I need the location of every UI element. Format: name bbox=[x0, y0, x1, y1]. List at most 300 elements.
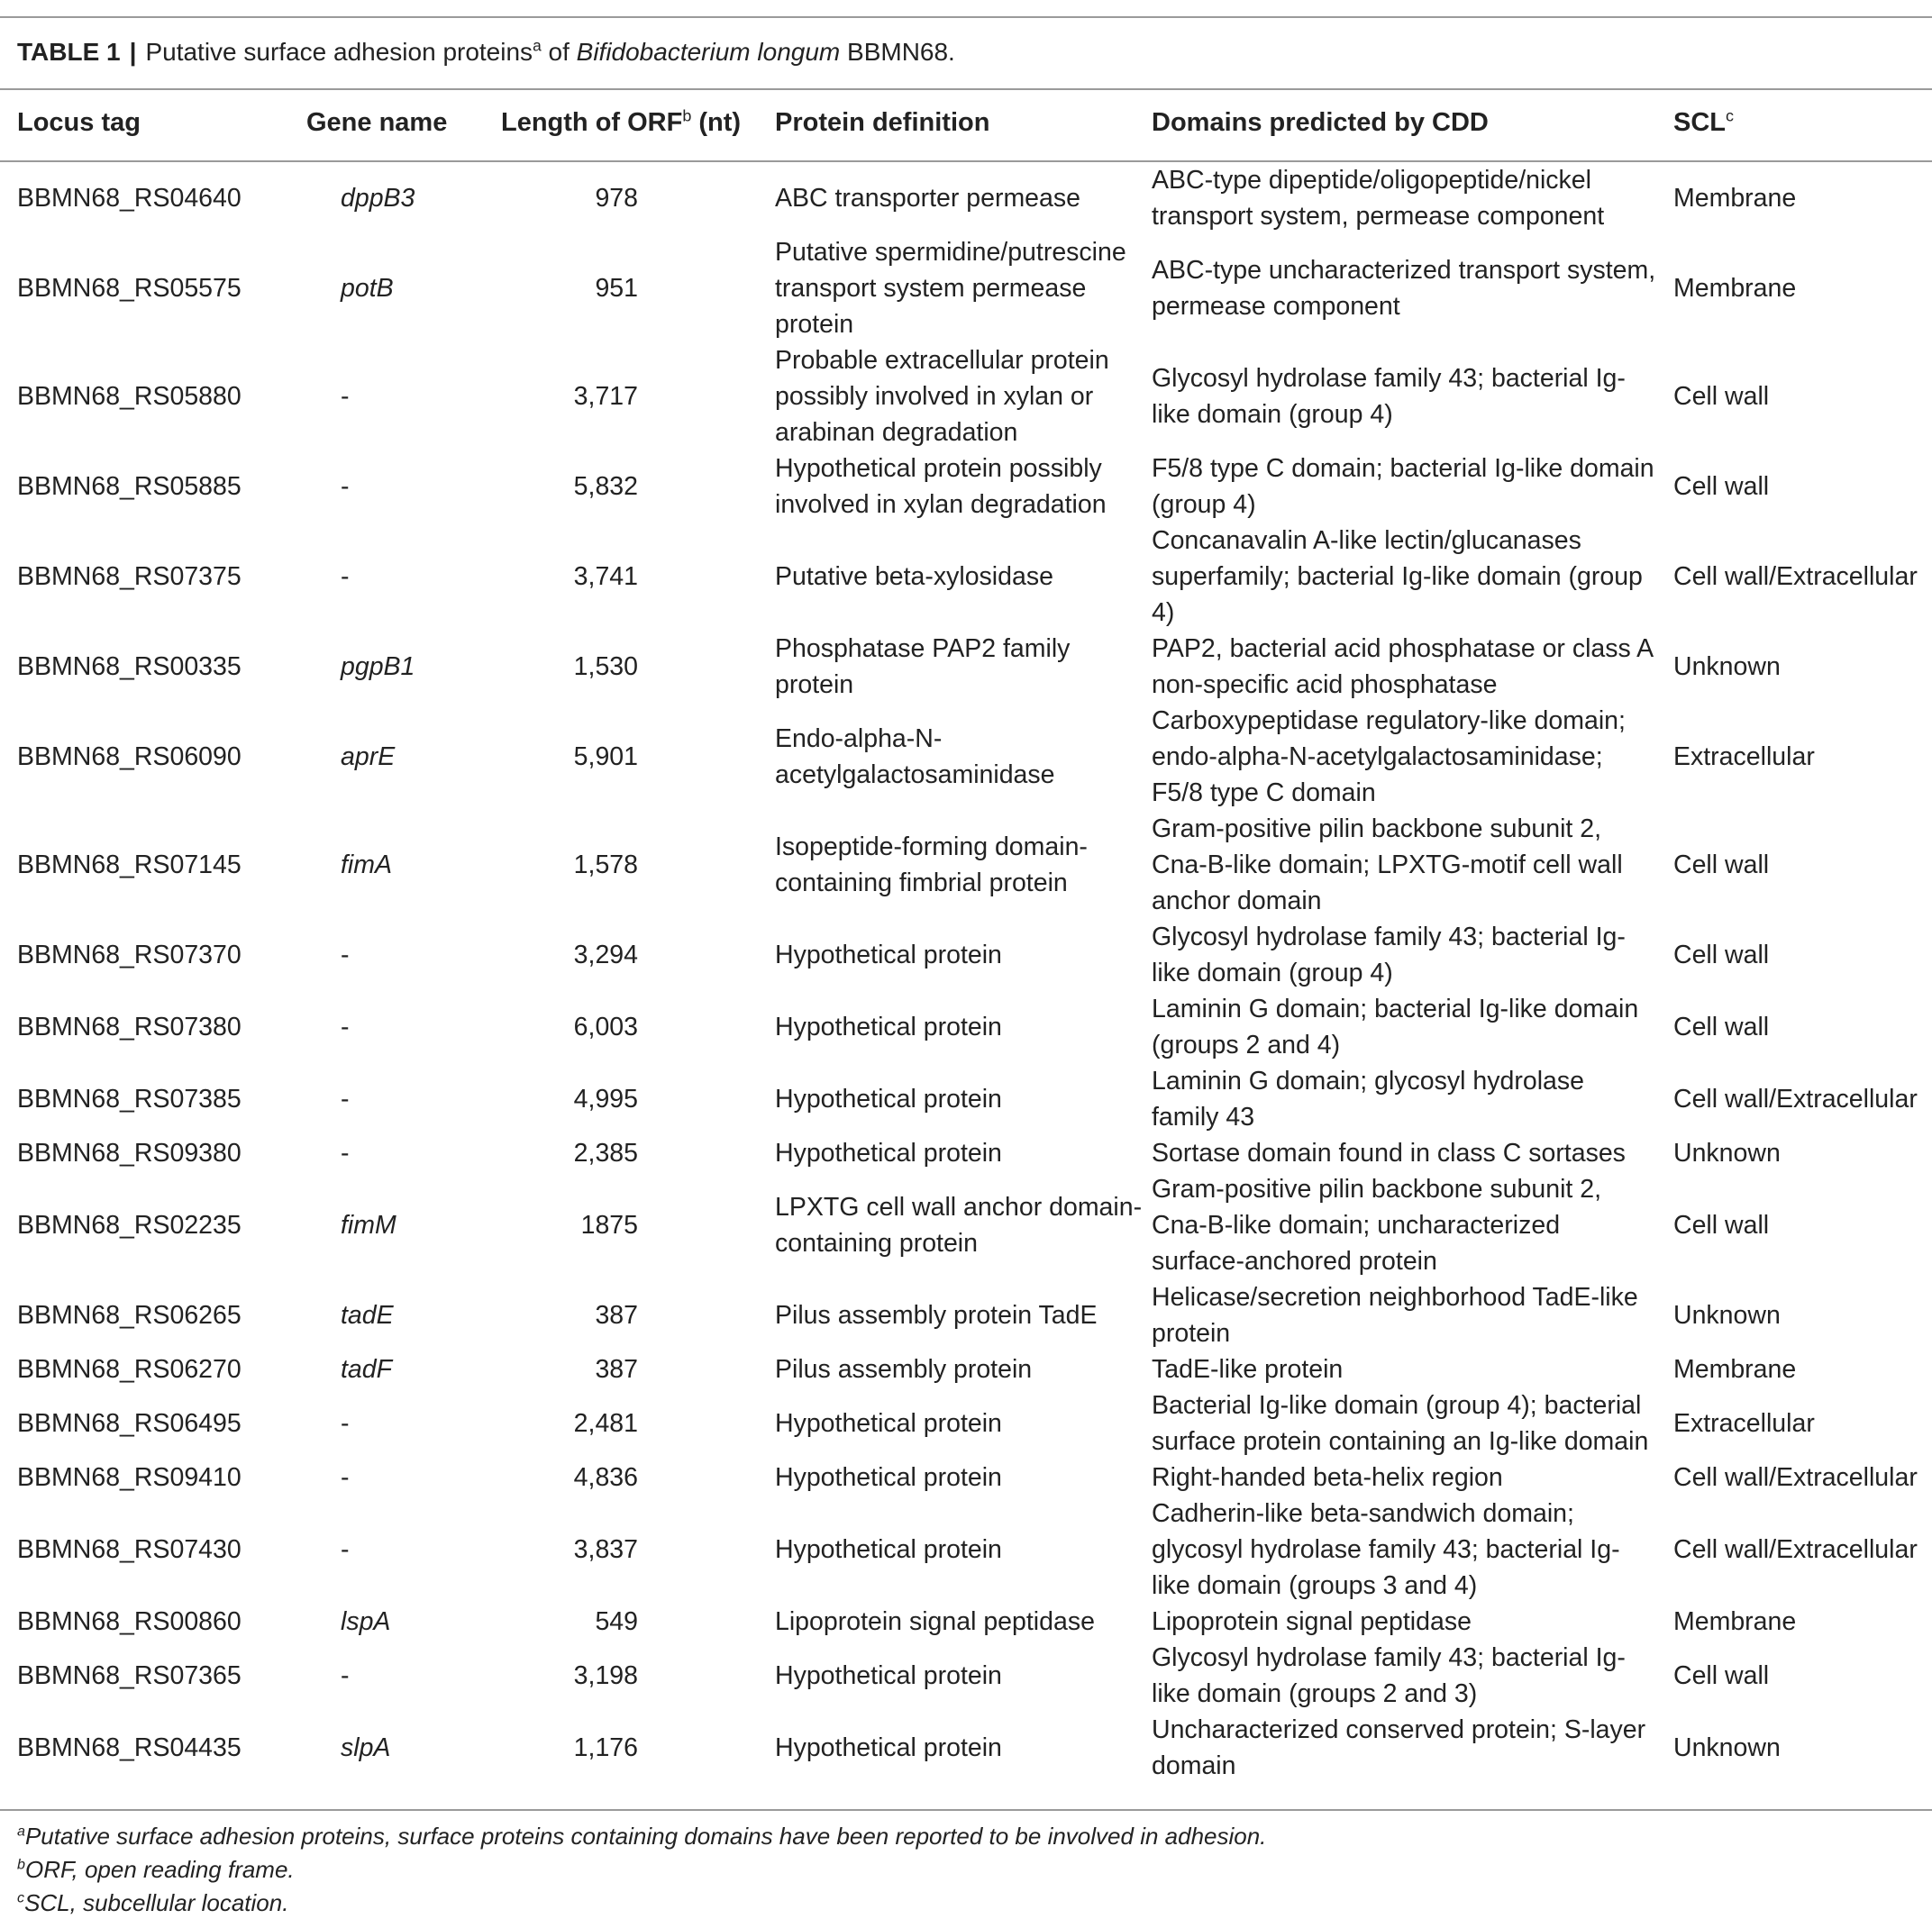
caption-organism: Bifidobacterium longum bbox=[576, 38, 841, 66]
cell-locus-tag-text: BBMN68_RS00335 bbox=[17, 652, 242, 681]
cell-locus-tag-text: BBMN68_RS07145 bbox=[17, 850, 242, 879]
cell-locus-tag-text: BBMN68_RS04435 bbox=[17, 1733, 242, 1762]
cell-orf-length bbox=[505, 342, 638, 450]
cell-scl-text: Cell wall bbox=[1673, 850, 1770, 879]
cell-protein-definition-text: Hypothetical protein possibly involved in xylan degradation bbox=[775, 454, 1107, 519]
cell-protein-definition bbox=[775, 991, 1153, 1063]
cell-orf-length-text: 2,385 bbox=[573, 1139, 638, 1168]
cell-locus-tag-text: BBMN68_RS06265 bbox=[17, 1301, 242, 1330]
footnote bbox=[17, 1887, 1266, 1920]
header-length-unit: (nt) bbox=[691, 108, 742, 137]
cell-locus-tag bbox=[17, 1279, 305, 1351]
cell-protein-definition-text: Putative beta-xylosidase bbox=[775, 562, 1053, 591]
cell-protein-definition bbox=[775, 703, 1153, 811]
cell-orf-length-text: 3,294 bbox=[573, 941, 638, 969]
table-row bbox=[0, 1604, 1932, 1640]
cell-protein-definition bbox=[775, 342, 1153, 450]
cell-scl-text: Membrane bbox=[1673, 274, 1797, 303]
cell-gene-name bbox=[306, 1496, 505, 1604]
header-top-rule bbox=[0, 88, 1932, 90]
cell-domains-text: Laminin G domain; bacterial Ig-like domain (groups 2 and 4) bbox=[1152, 995, 1639, 1059]
cell-protein-definition bbox=[775, 1135, 1153, 1171]
cell-locus-tag bbox=[17, 234, 305, 342]
cell-scl-text: Cell wall bbox=[1673, 1661, 1770, 1690]
cell-domains-text: TadE-like protein bbox=[1152, 1355, 1344, 1384]
cell-gene-name-text: pgpB1 bbox=[341, 652, 415, 681]
cell-domains bbox=[1152, 1171, 1656, 1279]
cell-orf-length bbox=[505, 523, 638, 631]
cell-domains-text: Gram-positive pilin backbone subunit 2, Cna-B-like domain; LPXTG-motif cell wall anchor domain bbox=[1152, 814, 1623, 915]
cell-protein-definition-text: Probable extracellular protein possibly involved in xylan or arabinan degradation bbox=[775, 346, 1109, 447]
cell-protein-definition bbox=[775, 1171, 1153, 1279]
cell-gene-name-text: fimM bbox=[341, 1211, 396, 1240]
cell-scl-text: Extracellular bbox=[1673, 1409, 1815, 1438]
cell-domains-text: Helicase/secretion neighborhood TadE-like protein bbox=[1152, 1283, 1638, 1348]
cell-gene-name-text: fimA bbox=[341, 850, 392, 879]
cell-scl bbox=[1673, 450, 1932, 523]
caption-text: Putative surface adhesion proteins bbox=[145, 38, 533, 66]
footnote-text: Putative surface adhesion proteins, surface proteins containing domains have been reported to be involved in adhesion. bbox=[24, 1823, 1267, 1850]
cell-orf-length-text: 3,837 bbox=[573, 1535, 638, 1564]
cell-orf-length-text: 2,481 bbox=[573, 1409, 638, 1438]
table-row bbox=[0, 631, 1932, 703]
cell-orf-length-text: 3,717 bbox=[573, 382, 638, 411]
cell-protein-definition-text: Hypothetical protein bbox=[775, 941, 1002, 969]
cell-gene-name bbox=[306, 1279, 505, 1351]
cell-orf-length-text: 387 bbox=[595, 1301, 638, 1330]
cell-gene-name bbox=[306, 1387, 505, 1460]
cell-domains bbox=[1152, 991, 1656, 1063]
cell-orf-length-text: 549 bbox=[595, 1607, 638, 1636]
cell-domains bbox=[1152, 1279, 1656, 1351]
cell-orf-length bbox=[505, 811, 638, 919]
cell-gene-name bbox=[306, 1171, 505, 1279]
cell-gene-name bbox=[306, 342, 505, 450]
cell-orf-length bbox=[505, 1387, 638, 1460]
cell-protein-definition-text: Hypothetical protein bbox=[775, 1085, 1002, 1114]
cell-protein-definition bbox=[775, 919, 1153, 991]
cell-domains-text: PAP2, bacterial acid phosphatase or class A non-specific acid phosphatase bbox=[1152, 634, 1653, 699]
cell-protein-definition-text: Phosphatase PAP2 family protein bbox=[775, 634, 1071, 699]
cell-gene-name-text: lspA bbox=[341, 1607, 391, 1636]
cell-protein-definition bbox=[775, 1604, 1153, 1640]
cell-locus-tag-text: BBMN68_RS07430 bbox=[17, 1535, 242, 1564]
cell-protein-definition-text: Pilus assembly protein TadE bbox=[775, 1301, 1098, 1330]
cell-gene-name-text: - bbox=[341, 1013, 350, 1041]
cell-domains bbox=[1152, 1460, 1656, 1496]
cell-domains bbox=[1152, 631, 1656, 703]
cell-protein-definition-text: Hypothetical protein bbox=[775, 1409, 1002, 1438]
cell-protein-definition bbox=[775, 1351, 1153, 1387]
cell-locus-tag bbox=[17, 450, 305, 523]
cell-gene-name-text: - bbox=[341, 1139, 350, 1168]
cell-locus-tag-text: BBMN68_RS07370 bbox=[17, 941, 242, 969]
footnote-mark: b bbox=[17, 1856, 25, 1873]
caption-text-end: BBMN68. bbox=[840, 38, 955, 66]
cell-domains-text: ABC-type dipeptide/oligopeptide/nickel transport system, permease component bbox=[1152, 166, 1605, 231]
table-row bbox=[0, 1279, 1932, 1351]
cell-domains-text: Right-handed beta-helix region bbox=[1152, 1463, 1503, 1492]
cell-domains-text: Sortase domain found in class C sortases bbox=[1152, 1139, 1626, 1168]
cell-locus-tag bbox=[17, 811, 305, 919]
table-row bbox=[0, 450, 1932, 523]
table-row bbox=[0, 1712, 1932, 1784]
cell-protein-definition bbox=[775, 1279, 1153, 1351]
cell-scl bbox=[1673, 1063, 1932, 1135]
cell-locus-tag-text: BBMN68_RS06495 bbox=[17, 1409, 242, 1438]
cell-locus-tag bbox=[17, 1387, 305, 1460]
caption-footnote-mark: a bbox=[533, 36, 542, 55]
cell-protein-definition bbox=[775, 1063, 1153, 1135]
cell-scl-text: Cell wall bbox=[1673, 472, 1770, 501]
header-scl-footnote-mark: c bbox=[1726, 106, 1734, 125]
cell-locus-tag-text: BBMN68_RS09410 bbox=[17, 1463, 242, 1492]
cell-protein-definition bbox=[775, 523, 1153, 631]
cell-protein-definition-text: Lipoprotein signal peptidase bbox=[775, 1607, 1095, 1636]
cell-domains-text: Lipoprotein signal peptidase bbox=[1152, 1607, 1472, 1636]
cell-locus-tag bbox=[17, 1460, 305, 1496]
header-length-footnote-mark: b bbox=[682, 106, 692, 125]
cell-scl-text: Membrane bbox=[1673, 1607, 1797, 1636]
cell-locus-tag bbox=[17, 1640, 305, 1712]
cell-locus-tag-text: BBMN68_RS07385 bbox=[17, 1085, 242, 1114]
cell-orf-length-text: 1,578 bbox=[573, 850, 638, 879]
cell-domains bbox=[1152, 162, 1656, 234]
cell-protein-definition-text: ABC transporter permease bbox=[775, 184, 1080, 213]
cell-gene-name bbox=[306, 919, 505, 991]
cell-orf-length-text: 3,198 bbox=[573, 1661, 638, 1690]
cell-protein-definition bbox=[775, 1460, 1153, 1496]
header-protein-definition: Protein definition bbox=[775, 108, 990, 137]
table-row bbox=[0, 919, 1932, 991]
cell-gene-name bbox=[306, 1640, 505, 1712]
cell-domains bbox=[1152, 1496, 1656, 1604]
cell-gene-name-text: tadF bbox=[341, 1355, 393, 1384]
footnote-text: ORF, open reading frame. bbox=[24, 1856, 295, 1883]
cell-locus-tag-text: BBMN68_RS07365 bbox=[17, 1661, 242, 1690]
cell-orf-length-text: 3,741 bbox=[573, 562, 638, 591]
cell-orf-length bbox=[505, 1171, 638, 1279]
cell-locus-tag bbox=[17, 1604, 305, 1640]
cell-orf-length-text: 1875 bbox=[580, 1211, 638, 1240]
cell-orf-length bbox=[505, 1712, 638, 1784]
cell-orf-length bbox=[505, 1351, 638, 1387]
cell-scl-text: Membrane bbox=[1673, 1355, 1797, 1384]
cell-gene-name-text: - bbox=[341, 1535, 350, 1564]
cell-scl bbox=[1673, 1171, 1932, 1279]
cell-gene-name bbox=[306, 234, 505, 342]
cell-gene-name-text: - bbox=[341, 1085, 350, 1114]
table-caption bbox=[17, 36, 955, 68]
cell-orf-length-text: 4,995 bbox=[573, 1085, 638, 1114]
cell-gene-name bbox=[306, 703, 505, 811]
cell-orf-length-text: 1,176 bbox=[573, 1733, 638, 1762]
cell-orf-length bbox=[505, 703, 638, 811]
footnote-mark: c bbox=[17, 1889, 25, 1906]
table-row bbox=[0, 703, 1932, 811]
cell-gene-name-text: dppB3 bbox=[341, 184, 415, 213]
cell-protein-definition-text: Isopeptide-forming domain-containing fimbrial protein bbox=[775, 832, 1088, 897]
cell-orf-length bbox=[505, 1496, 638, 1604]
cell-gene-name bbox=[306, 523, 505, 631]
top-rule bbox=[0, 16, 1932, 18]
table-row bbox=[0, 1135, 1932, 1171]
cell-orf-length bbox=[505, 631, 638, 703]
cell-scl-text: Unknown bbox=[1673, 1139, 1781, 1168]
cell-domains-text: Cadherin-like beta-sandwich domain; glycosyl hydrolase family 43; bacterial Ig-like domain (groups 3 and 4) bbox=[1152, 1499, 1620, 1600]
cell-locus-tag bbox=[17, 1171, 305, 1279]
cell-domains bbox=[1152, 1712, 1656, 1784]
cell-protein-definition-text: Hypothetical protein bbox=[775, 1139, 1002, 1168]
cell-locus-tag-text: BBMN68_RS05880 bbox=[17, 382, 242, 411]
cell-locus-tag-text: BBMN68_RS06270 bbox=[17, 1355, 242, 1384]
header-length-label: Length of ORF bbox=[501, 108, 683, 137]
header-domains: Domains predicted by CDD bbox=[1152, 108, 1489, 137]
cell-orf-length-text: 5,901 bbox=[573, 742, 638, 771]
cell-gene-name-text: - bbox=[341, 1463, 350, 1492]
cell-locus-tag bbox=[17, 919, 305, 991]
cell-scl bbox=[1673, 631, 1932, 703]
cell-locus-tag-text: BBMN68_RS07375 bbox=[17, 562, 242, 591]
cell-orf-length bbox=[505, 991, 638, 1063]
cell-scl bbox=[1673, 919, 1932, 991]
table-footnotes bbox=[17, 1820, 1266, 1920]
cell-domains bbox=[1152, 1604, 1656, 1640]
cell-scl-text: Cell wall/Extracellular bbox=[1673, 562, 1918, 591]
cell-scl bbox=[1673, 1135, 1932, 1171]
cell-gene-name-text: aprE bbox=[341, 742, 396, 771]
cell-scl bbox=[1673, 234, 1932, 342]
cell-scl bbox=[1673, 1604, 1932, 1640]
cell-orf-length bbox=[505, 1279, 638, 1351]
cell-orf-length-text: 6,003 bbox=[573, 1013, 638, 1041]
cell-gene-name-text: potB bbox=[341, 274, 394, 303]
table-row bbox=[0, 1171, 1932, 1279]
cell-domains-text: Concanavalin A-like lectin/glucanases superfamily; bacterial Ig-like domain (group 4) bbox=[1152, 526, 1643, 627]
footnote bbox=[17, 1820, 1266, 1853]
caption-separator: | bbox=[129, 38, 137, 66]
cell-domains-text: F5/8 type C domain; bacterial Ig-like domain (group 4) bbox=[1152, 454, 1654, 519]
cell-scl-text: Cell wall/Extracellular bbox=[1673, 1535, 1918, 1564]
cell-protein-definition-text: Putative spermidine/putrescine transport system permease protein bbox=[775, 238, 1126, 339]
cell-scl bbox=[1673, 1496, 1932, 1604]
cell-protein-definition bbox=[775, 162, 1153, 234]
cell-protein-definition-text: Hypothetical protein bbox=[775, 1013, 1002, 1041]
cell-domains-text: Carboxypeptidase regulatory-like domain; endo-alpha-N-acetylgalactosaminidase; F5/8 type C domain bbox=[1152, 706, 1626, 807]
cell-domains-text: Laminin G domain; glycosyl hydrolase family 43 bbox=[1152, 1067, 1584, 1132]
cell-locus-tag bbox=[17, 703, 305, 811]
cell-locus-tag-text: BBMN68_RS09380 bbox=[17, 1139, 242, 1168]
cell-locus-tag bbox=[17, 1351, 305, 1387]
header-length bbox=[501, 108, 741, 144]
cell-scl-text: Cell wall/Extracellular bbox=[1673, 1085, 1918, 1114]
cell-scl-text: Extracellular bbox=[1673, 742, 1815, 771]
cell-domains-text: Uncharacterized conserved protein; S-layer domain bbox=[1152, 1715, 1646, 1780]
cell-orf-length bbox=[505, 234, 638, 342]
cell-scl-text: Cell wall bbox=[1673, 1211, 1770, 1240]
cell-protein-definition bbox=[775, 631, 1153, 703]
cell-domains bbox=[1152, 523, 1656, 631]
cell-protein-definition bbox=[775, 1640, 1153, 1712]
table-row bbox=[0, 1640, 1932, 1712]
cell-locus-tag bbox=[17, 1063, 305, 1135]
cell-orf-length-text: 951 bbox=[595, 274, 638, 303]
cell-locus-tag bbox=[17, 1135, 305, 1171]
cell-scl bbox=[1673, 1279, 1932, 1351]
cell-orf-length-text: 978 bbox=[595, 184, 638, 213]
cell-domains-text: Glycosyl hydrolase family 43; bacterial Ig-like domain (group 4) bbox=[1152, 923, 1626, 987]
cell-protein-definition-text: LPXTG cell wall anchor domain-containing protein bbox=[775, 1193, 1143, 1258]
cell-scl bbox=[1673, 162, 1932, 234]
header-scl-label: SCL bbox=[1673, 108, 1726, 137]
cell-locus-tag bbox=[17, 1712, 305, 1784]
table-row bbox=[0, 1460, 1932, 1496]
cell-scl bbox=[1673, 523, 1932, 631]
cell-scl-text: Membrane bbox=[1673, 184, 1797, 213]
cell-domains bbox=[1152, 1135, 1656, 1171]
cell-protein-definition-text: Endo-alpha-N-acetylgalactosaminidase bbox=[775, 724, 1055, 789]
cell-domains bbox=[1152, 1351, 1656, 1387]
cell-scl bbox=[1673, 811, 1932, 919]
table-row bbox=[0, 342, 1932, 450]
footnote bbox=[17, 1853, 1266, 1887]
cell-scl bbox=[1673, 1712, 1932, 1784]
cell-orf-length-text: 4,836 bbox=[573, 1463, 638, 1492]
cell-gene-name bbox=[306, 631, 505, 703]
cell-domains-text: Glycosyl hydrolase family 43; bacterial Ig-like domain (group 4) bbox=[1152, 364, 1626, 429]
cell-gene-name-text: - bbox=[341, 382, 350, 411]
table-row bbox=[0, 811, 1932, 919]
cell-gene-name bbox=[306, 162, 505, 234]
cell-orf-length-text: 5,832 bbox=[573, 472, 638, 501]
cell-protein-definition-text: Pilus assembly protein bbox=[775, 1355, 1033, 1384]
cell-domains bbox=[1152, 811, 1656, 919]
cell-domains bbox=[1152, 919, 1656, 991]
cell-gene-name-text: - bbox=[341, 1661, 350, 1690]
cell-protein-definition-text: Hypothetical protein bbox=[775, 1463, 1002, 1492]
cell-scl bbox=[1673, 342, 1932, 450]
cell-protein-definition bbox=[775, 811, 1153, 919]
cell-locus-tag-text: BBMN68_RS05575 bbox=[17, 274, 242, 303]
cell-locus-tag bbox=[17, 342, 305, 450]
table-row bbox=[0, 1063, 1932, 1135]
table-row bbox=[0, 162, 1932, 234]
cell-orf-length-text: 387 bbox=[595, 1355, 638, 1384]
table-row bbox=[0, 234, 1932, 342]
cell-locus-tag bbox=[17, 523, 305, 631]
cell-domains-text: Gram-positive pilin backbone subunit 2, Cna-B-like domain; uncharacterized surface-anchored protein bbox=[1152, 1175, 1602, 1276]
cell-protein-definition-text: Hypothetical protein bbox=[775, 1733, 1002, 1762]
cell-orf-length bbox=[505, 1604, 638, 1640]
cell-scl bbox=[1673, 1640, 1932, 1712]
table-row bbox=[0, 1351, 1932, 1387]
footnote-mark: a bbox=[17, 1823, 25, 1840]
header-locus-tag: Locus tag bbox=[17, 108, 141, 137]
cell-scl bbox=[1673, 1387, 1932, 1460]
cell-protein-definition bbox=[775, 1496, 1153, 1604]
cell-orf-length bbox=[505, 450, 638, 523]
cell-protein-definition bbox=[775, 1387, 1153, 1460]
cell-scl-text: Unknown bbox=[1673, 1301, 1781, 1330]
cell-domains bbox=[1152, 1387, 1656, 1460]
cell-orf-length bbox=[505, 919, 638, 991]
cell-orf-length bbox=[505, 162, 638, 234]
cell-protein-definition bbox=[775, 1712, 1153, 1784]
cell-scl-text: Cell wall bbox=[1673, 1013, 1770, 1041]
table-row bbox=[0, 991, 1932, 1063]
cell-locus-tag-text: BBMN68_RS06090 bbox=[17, 742, 242, 771]
cell-scl-text: Cell wall/Extracellular bbox=[1673, 1463, 1918, 1492]
cell-gene-name-text: - bbox=[341, 1409, 350, 1438]
cell-scl-text: Unknown bbox=[1673, 652, 1781, 681]
table-row bbox=[0, 1387, 1932, 1460]
cell-orf-length bbox=[505, 1460, 638, 1496]
cell-gene-name bbox=[306, 450, 505, 523]
cell-domains bbox=[1152, 703, 1656, 811]
cell-locus-tag-text: BBMN68_RS04640 bbox=[17, 184, 242, 213]
cell-domains-text: Bacterial Ig-like domain (group 4); bacterial surface protein containing an Ig-like domain bbox=[1152, 1391, 1649, 1456]
cell-gene-name-text: - bbox=[341, 472, 350, 501]
cell-scl-text: Cell wall bbox=[1673, 941, 1770, 969]
cell-locus-tag bbox=[17, 631, 305, 703]
cell-locus-tag bbox=[17, 991, 305, 1063]
cell-protein-definition bbox=[775, 234, 1153, 342]
cell-gene-name bbox=[306, 811, 505, 919]
cell-domains bbox=[1152, 342, 1656, 450]
cell-scl bbox=[1673, 703, 1932, 811]
cell-locus-tag-text: BBMN68_RS07380 bbox=[17, 1013, 242, 1041]
table-row bbox=[0, 1496, 1932, 1604]
cell-scl-text: Unknown bbox=[1673, 1733, 1781, 1762]
cell-gene-name bbox=[306, 1460, 505, 1496]
cell-orf-length bbox=[505, 1640, 638, 1712]
cell-locus-tag-text: BBMN68_RS05885 bbox=[17, 472, 242, 501]
cell-gene-name-text: tadE bbox=[341, 1301, 394, 1330]
cell-orf-length bbox=[505, 1063, 638, 1135]
cell-orf-length bbox=[505, 1135, 638, 1171]
cell-protein-definition-text: Hypothetical protein bbox=[775, 1661, 1002, 1690]
cell-gene-name bbox=[306, 1351, 505, 1387]
cell-domains bbox=[1152, 1063, 1656, 1135]
cell-locus-tag-text: BBMN68_RS02235 bbox=[17, 1211, 242, 1240]
cell-gene-name-text: slpA bbox=[341, 1733, 391, 1762]
cell-scl bbox=[1673, 1460, 1932, 1496]
cell-gene-name-text: - bbox=[341, 941, 350, 969]
cell-protein-definition bbox=[775, 450, 1153, 523]
cell-locus-tag bbox=[17, 1496, 305, 1604]
cell-gene-name bbox=[306, 1604, 505, 1640]
cell-gene-name bbox=[306, 1063, 505, 1135]
cell-locus-tag-text: BBMN68_RS00860 bbox=[17, 1607, 242, 1636]
cell-protein-definition-text: Hypothetical protein bbox=[775, 1535, 1002, 1564]
cell-domains bbox=[1152, 1640, 1656, 1712]
cell-scl bbox=[1673, 1351, 1932, 1387]
footnote-text: SCL, subcellular location. bbox=[24, 1889, 289, 1916]
cell-domains-text: ABC-type uncharacterized transport system, permease component bbox=[1152, 256, 1656, 321]
cell-orf-length-text: 1,530 bbox=[573, 652, 638, 681]
caption-text-mid: of bbox=[541, 38, 577, 66]
cell-gene-name bbox=[306, 1135, 505, 1171]
cell-domains bbox=[1152, 450, 1656, 523]
table-row bbox=[0, 523, 1932, 631]
cell-domains bbox=[1152, 234, 1656, 342]
cell-scl-text: Cell wall bbox=[1673, 382, 1770, 411]
table-number: TABLE 1 bbox=[17, 38, 121, 66]
cell-domains-text: Glycosyl hydrolase family 43; bacterial Ig-like domain (groups 2 and 3) bbox=[1152, 1643, 1626, 1708]
cell-gene-name bbox=[306, 1712, 505, 1784]
cell-gene-name-text: - bbox=[341, 562, 350, 591]
header-scl bbox=[1673, 108, 1734, 144]
